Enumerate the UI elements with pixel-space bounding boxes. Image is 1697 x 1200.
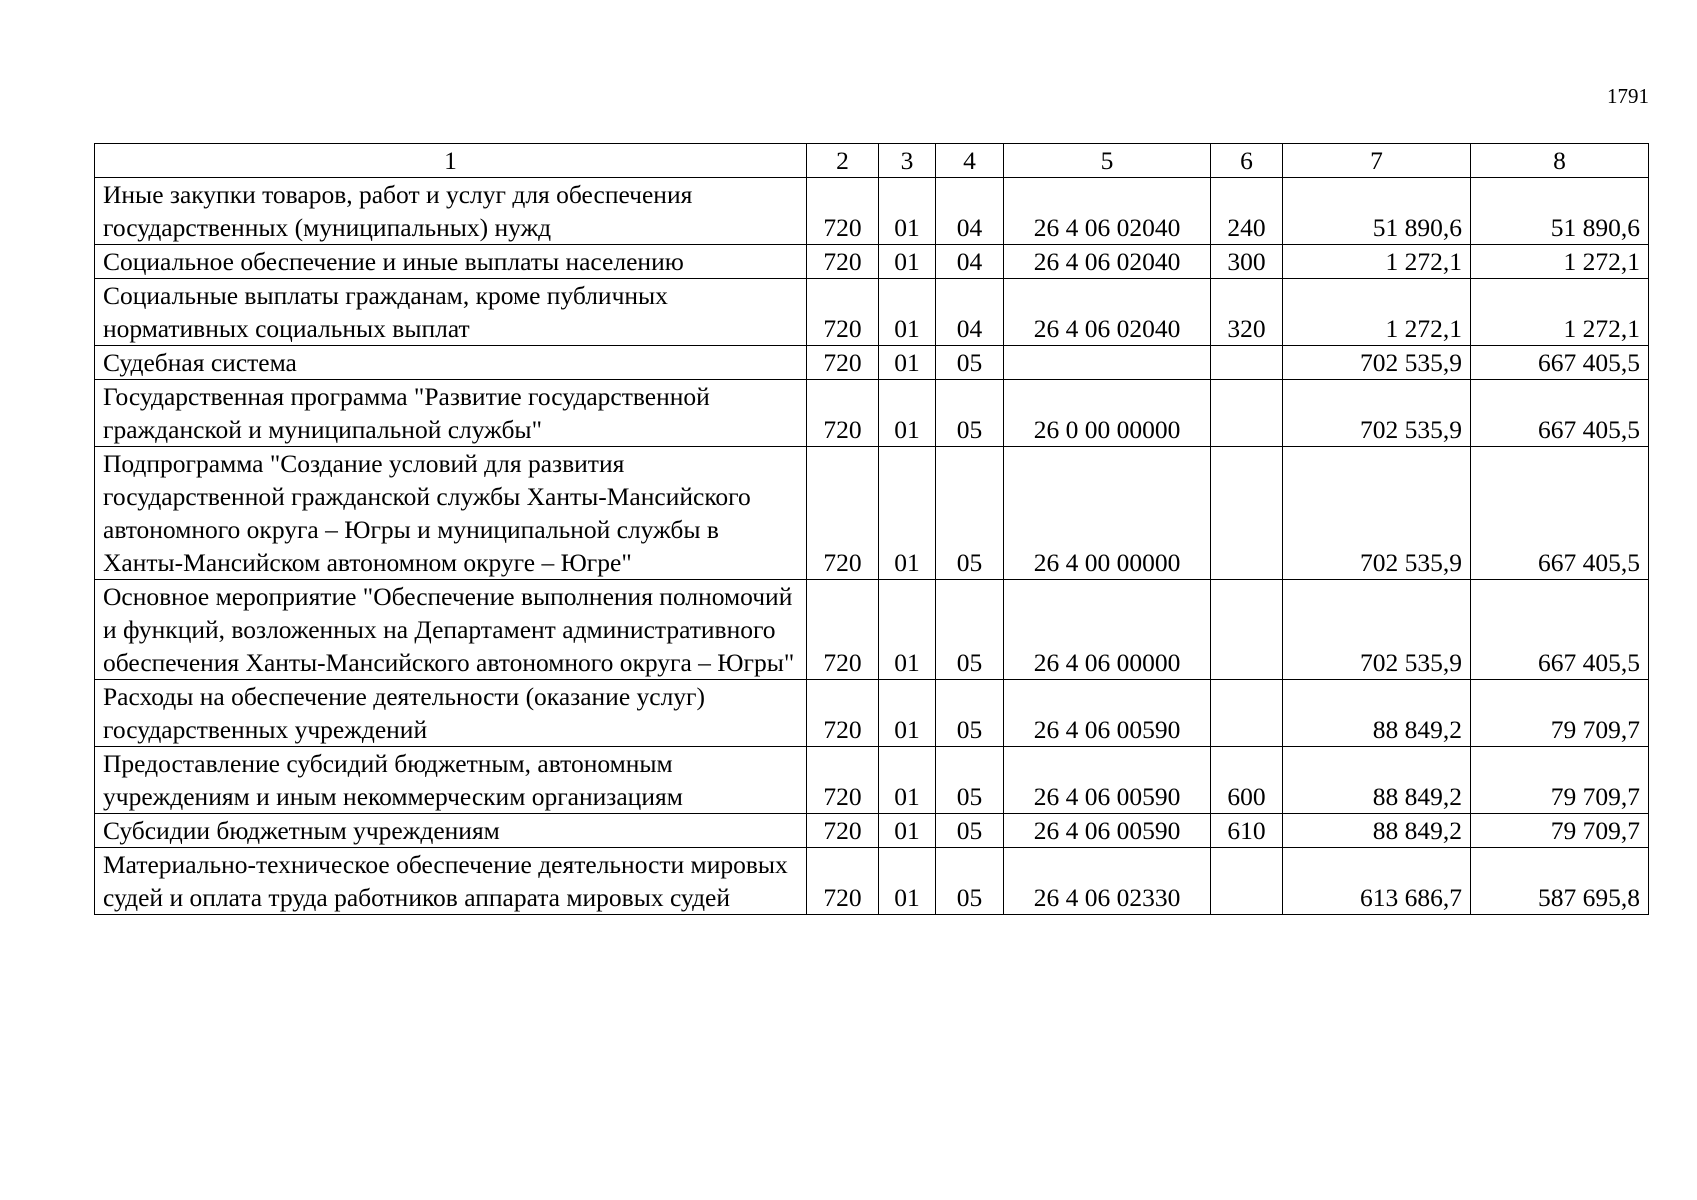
section-code-cell: 01 — [879, 380, 936, 447]
target-article-cell: 26 4 00 00000 — [1004, 447, 1211, 580]
subsection-code-cell: 05 — [936, 346, 1004, 380]
amount-col8-cell: 667 405,5 — [1471, 380, 1649, 447]
page-number: 1791 — [1607, 84, 1649, 108]
expense-type-cell: 300 — [1211, 245, 1283, 279]
expense-type-cell: 610 — [1211, 814, 1283, 848]
expense-name-cell: Предоставление субсидий бюджетным, автономным учреждениям и иным некоммерческим организациям — [95, 747, 807, 814]
target-article-cell: 26 0 00 00000 — [1004, 380, 1211, 447]
expense-name-cell: Расходы на обеспечение деятельности (оказание услуг) государственных учреждений — [95, 680, 807, 747]
table-row — [95, 447, 1649, 580]
ministry-code-cell: 720 — [807, 380, 879, 447]
amount-col8-cell: 587 695,8 — [1471, 848, 1649, 915]
subsection-code-cell: 05 — [936, 814, 1004, 848]
amount-col8-cell: 1 272,1 — [1471, 245, 1649, 279]
ministry-code-cell: 720 — [807, 447, 879, 580]
section-code-cell: 01 — [879, 447, 936, 580]
expense-name-cell: Основное мероприятие "Обеспечение выполнения полномочий и функций, возложенных на Департамент административного обеспечения Ханты-Мансийского автономного округа – Югры" — [95, 580, 807, 680]
amount-col7-cell: 613 686,7 — [1283, 848, 1471, 915]
ministry-code-cell: 720 — [807, 178, 879, 245]
section-code-cell: 01 — [879, 245, 936, 279]
ministry-code-cell: 720 — [807, 747, 879, 814]
subsection-code-cell: 05 — [936, 447, 1004, 580]
expense-name-cell: Государственная программа "Развитие государственной гражданской и муниципальной службы" — [95, 380, 807, 447]
table-row — [95, 178, 1649, 245]
amount-col7-cell: 51 890,6 — [1283, 178, 1471, 245]
amount-col8-cell: 79 709,7 — [1471, 680, 1649, 747]
ministry-code-cell: 720 — [807, 346, 879, 380]
subsection-code-cell: 04 — [936, 245, 1004, 279]
subsection-code-cell: 04 — [936, 279, 1004, 346]
column-header: 7 — [1283, 144, 1471, 178]
ministry-code-cell: 720 — [807, 279, 879, 346]
amount-col7-cell: 702 535,9 — [1283, 346, 1471, 380]
amount-col8-cell: 79 709,7 — [1471, 814, 1649, 848]
column-header: 4 — [936, 144, 1004, 178]
section-code-cell: 01 — [879, 848, 936, 915]
expense-type-cell — [1211, 380, 1283, 447]
table-header-row — [95, 144, 1649, 178]
amount-col7-cell: 1 272,1 — [1283, 245, 1471, 279]
table-row — [95, 279, 1649, 346]
amount-col7-cell: 702 535,9 — [1283, 380, 1471, 447]
expense-type-cell: 320 — [1211, 279, 1283, 346]
subsection-code-cell: 05 — [936, 747, 1004, 814]
ministry-code-cell: 720 — [807, 680, 879, 747]
ministry-code-cell: 720 — [807, 848, 879, 915]
column-header: 2 — [807, 144, 879, 178]
ministry-code-cell: 720 — [807, 580, 879, 680]
expense-type-cell — [1211, 680, 1283, 747]
amount-col8-cell: 79 709,7 — [1471, 747, 1649, 814]
target-article-cell: 26 4 06 02040 — [1004, 245, 1211, 279]
amount-col7-cell: 88 849,2 — [1283, 814, 1471, 848]
target-article-cell: 26 4 06 02040 — [1004, 279, 1211, 346]
column-header: 3 — [879, 144, 936, 178]
ministry-code-cell: 720 — [807, 245, 879, 279]
section-code-cell: 01 — [879, 346, 936, 380]
expense-name-cell: Социальные выплаты гражданам, кроме публичных нормативных социальных выплат — [95, 279, 807, 346]
section-code-cell: 01 — [879, 814, 936, 848]
table-row — [95, 346, 1649, 380]
target-article-cell: 26 4 06 00590 — [1004, 680, 1211, 747]
amount-col7-cell: 702 535,9 — [1283, 580, 1471, 680]
subsection-code-cell: 05 — [936, 848, 1004, 915]
target-article-cell: 26 4 06 02040 — [1004, 178, 1211, 245]
expense-type-cell — [1211, 346, 1283, 380]
column-header: 6 — [1211, 144, 1283, 178]
table-row — [95, 747, 1649, 814]
amount-col7-cell: 88 849,2 — [1283, 680, 1471, 747]
subsection-code-cell: 05 — [936, 580, 1004, 680]
amount-col8-cell: 667 405,5 — [1471, 346, 1649, 380]
table-row — [95, 814, 1649, 848]
expense-type-cell — [1211, 848, 1283, 915]
table-row — [95, 245, 1649, 279]
amount-col7-cell: 88 849,2 — [1283, 747, 1471, 814]
amount-col8-cell: 667 405,5 — [1471, 580, 1649, 680]
expense-name-cell: Подпрограмма "Создание условий для развития государственной гражданской службы Ханты-Мансийского автономного округа – Югры и муниципальной службы в Ханты-Мансийском автономном округе – Югре" — [95, 447, 807, 580]
table-row — [95, 680, 1649, 747]
target-article-cell: 26 4 06 00000 — [1004, 580, 1211, 680]
amount-col8-cell: 51 890,6 — [1471, 178, 1649, 245]
expense-type-cell — [1211, 580, 1283, 680]
target-article-cell — [1004, 346, 1211, 380]
expense-name-cell: Субсидии бюджетным учреждениям — [95, 814, 807, 848]
section-code-cell: 01 — [879, 580, 936, 680]
target-article-cell: 26 4 06 02330 — [1004, 848, 1211, 915]
section-code-cell: 01 — [879, 680, 936, 747]
section-code-cell: 01 — [879, 178, 936, 245]
expense-name-cell: Иные закупки товаров, работ и услуг для обеспечения государственных (муниципальных) нужд — [95, 178, 807, 245]
expense-type-cell — [1211, 447, 1283, 580]
section-code-cell: 01 — [879, 747, 936, 814]
target-article-cell: 26 4 06 00590 — [1004, 814, 1211, 848]
amount-col8-cell: 1 272,1 — [1471, 279, 1649, 346]
expense-name-cell: Социальное обеспечение и иные выплаты населению — [95, 245, 807, 279]
column-header: 1 — [95, 144, 807, 178]
column-header: 5 — [1004, 144, 1211, 178]
table-row — [95, 380, 1649, 447]
column-header: 8 — [1471, 144, 1649, 178]
expense-name-cell: Материально-техническое обеспечение деятельности мировых судей и оплата труда работников аппарата мировых судей — [95, 848, 807, 915]
budget-table — [94, 143, 1649, 915]
table-row — [95, 580, 1649, 680]
section-code-cell: 01 — [879, 279, 936, 346]
amount-col7-cell: 1 272,1 — [1283, 279, 1471, 346]
subsection-code-cell: 05 — [936, 380, 1004, 447]
subsection-code-cell: 05 — [936, 680, 1004, 747]
table-row — [95, 848, 1649, 915]
subsection-code-cell: 04 — [936, 178, 1004, 245]
amount-col8-cell: 667 405,5 — [1471, 447, 1649, 580]
expense-type-cell: 240 — [1211, 178, 1283, 245]
expense-name-cell: Судебная система — [95, 346, 807, 380]
expense-type-cell: 600 — [1211, 747, 1283, 814]
ministry-code-cell: 720 — [807, 814, 879, 848]
target-article-cell: 26 4 06 00590 — [1004, 747, 1211, 814]
amount-col7-cell: 702 535,9 — [1283, 447, 1471, 580]
